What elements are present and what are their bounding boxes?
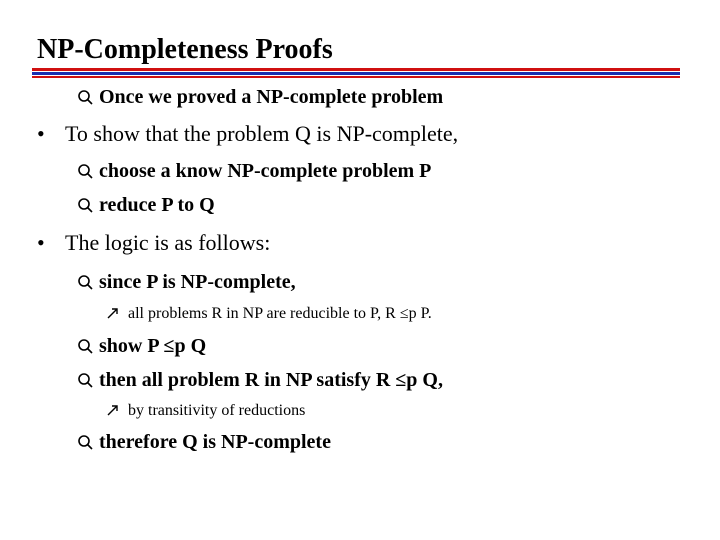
- list-item-text: all problems R in NP are reducible to P, R ≤p P.: [128, 305, 432, 322]
- q-arrow-bullet-icon: [77, 194, 99, 217]
- list-item: [77, 431, 331, 454]
- list-item-text: The logic is as follows:: [65, 230, 271, 255]
- list-item: [77, 160, 431, 183]
- list-item-text: then all problem R in NP satisfy R ≤p Q,: [99, 369, 443, 391]
- list-item: [106, 402, 305, 420]
- title-rule-red-top: [32, 68, 680, 71]
- q-arrow-bullet-icon: [77, 86, 99, 109]
- list-item-text: therefore Q is NP-complete: [99, 431, 331, 453]
- title-rule-red-bottom: [32, 76, 680, 78]
- list-item: [37, 230, 270, 256]
- list-item-text: by transitivity of reductions: [128, 402, 306, 419]
- slide-title: NP-Completeness Proofs: [37, 34, 333, 65]
- list-item: [77, 194, 215, 217]
- list-item: [77, 86, 443, 109]
- list-item: [106, 305, 432, 323]
- q-arrow-bullet-icon: [77, 271, 99, 294]
- q-arrow-bullet-icon: [77, 431, 99, 454]
- f-arrow-bullet-icon: [106, 305, 128, 323]
- list-item-text: show P ≤p Q: [99, 335, 207, 357]
- list-item: [77, 369, 443, 392]
- list-item-text: Once we proved a NP-complete problem: [99, 86, 444, 108]
- f-arrow-bullet-icon: [106, 402, 128, 420]
- list-item-text: reduce P to Q: [99, 194, 215, 216]
- q-arrow-bullet-icon: [77, 160, 99, 183]
- bullet-marker: •: [37, 121, 45, 146]
- title-rule-blue: [32, 72, 680, 75]
- q-arrow-bullet-icon: [77, 335, 99, 358]
- q-arrow-bullet-icon: [77, 369, 99, 392]
- list-item-text: choose a know NP-complete problem P: [99, 160, 432, 182]
- list-item-text: To show that the problem Q is NP-complete,: [65, 121, 459, 146]
- list-item: [77, 271, 296, 294]
- list-item: [37, 121, 458, 147]
- list-item-text: since P is NP-complete,: [99, 271, 296, 293]
- list-item: [77, 335, 206, 358]
- bullet-marker: •: [37, 230, 45, 255]
